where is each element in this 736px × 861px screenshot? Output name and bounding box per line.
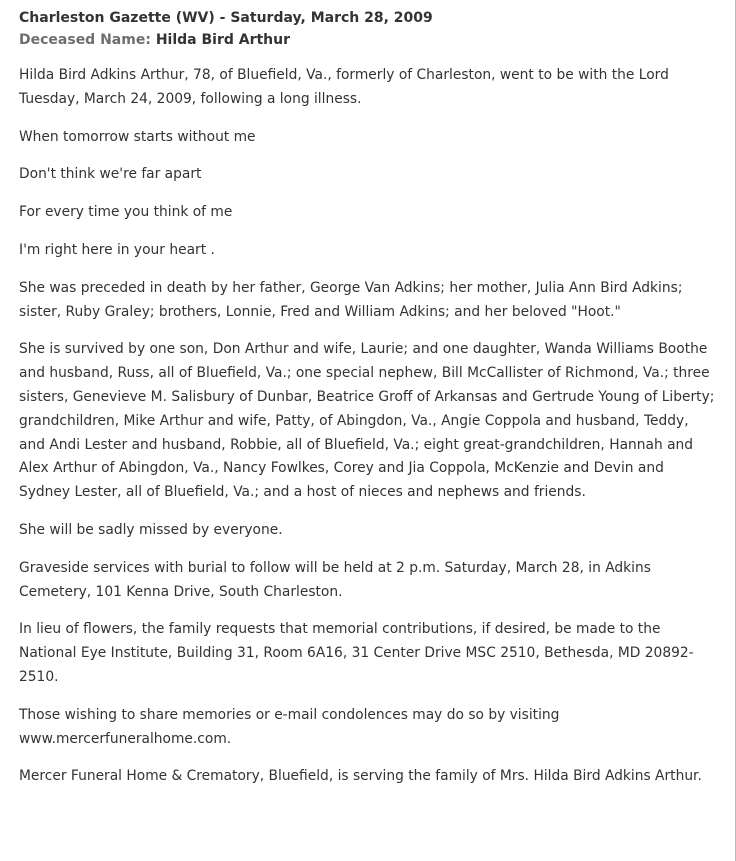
header-separator: - — [214, 10, 231, 26]
deceased-name-label: Deceased Name: — [19, 32, 156, 48]
paragraph-survived: She is survived by one son, Don Arthur and wife, Laurie; and one daughter, Wanda Williams Boothe and husband, Russ, all of Bluefield, Va.; one special nephew, Bill McCallister of Richmond, Va.; three sisters, Genevieve M. Salisbury of Dunbar, Beatrice Groff of Arkansas and Gertrude Young of Liberty; grandchildren, Mike Arthur and wife, Patty, of Abingdon, Va., Angie Coppola and husband, Teddy, and Andi Lester and husband, Robbie, all of Bluefield, Va.; eight great-grandchildren, Hannah and Alex Arthur of Abingdon, Va., Nancy Fowlkes, Corey and Jia Coppola, McKenzie and Devin and Sydney Lester, all of Bluefield, Va.; and a host of nieces and nephews and friends. — [19, 341, 715, 501]
paragraph-condolences: Those wishing to share memories or e-mail condolences may do so by visiting www.mercerfuneralhome.com. — [19, 706, 560, 747]
publication-source: Charleston Gazette (WV) — [19, 10, 215, 26]
paragraph-memorials: In lieu of flowers, the family requests that memorial contributions, if desired, be made to the National Eye Institute, Building 31, Room 6A16, 31 Center Drive MSC 2510, Bethesda, MD 20892-2510. — [19, 621, 694, 685]
obituary-body — [19, 64, 716, 789]
publication-header — [19, 8, 716, 28]
paragraph-funeral-home: Mercer Funeral Home & Crematory, Bluefield, is serving the family of Mrs. Hilda Bird Adkins Arthur. — [19, 768, 702, 785]
paragraph-services: Graveside services with burial to follow will be held at 2 p.m. Saturday, March 28, in Adkins Cemetery, 101 Kenna Drive, South Charleston. — [19, 559, 651, 600]
deceased-name: Hilda Bird Arthur — [155, 32, 291, 48]
publication-date: Saturday, March 28, 2009 — [230, 10, 433, 26]
deceased-name-line — [19, 30, 716, 50]
paragraph-preceded: She was preceded in death by her father, George Van Adkins; her mother, Julia Ann Bird Adkins; sister, Ruby Graley; brothers, Lonnie, Fred and William Adkins; and her beloved "Hoot." — [19, 279, 683, 320]
poem-line-4: I'm right here in your heart . — [19, 241, 215, 258]
paragraph-missed: She will be sadly missed by everyone. — [19, 521, 283, 538]
poem-line-3: For every time you think of me — [19, 204, 233, 221]
poem-line-2: Don't think we're far apart — [19, 166, 202, 183]
poem-line-1: When tomorrow starts without me — [19, 128, 256, 145]
paragraph-intro: Hilda Bird Adkins Arthur, 78, of Bluefield, Va., formerly of Charleston, went to be with the Lord Tuesday, March 24, 2009, following a long illness. — [19, 67, 669, 107]
